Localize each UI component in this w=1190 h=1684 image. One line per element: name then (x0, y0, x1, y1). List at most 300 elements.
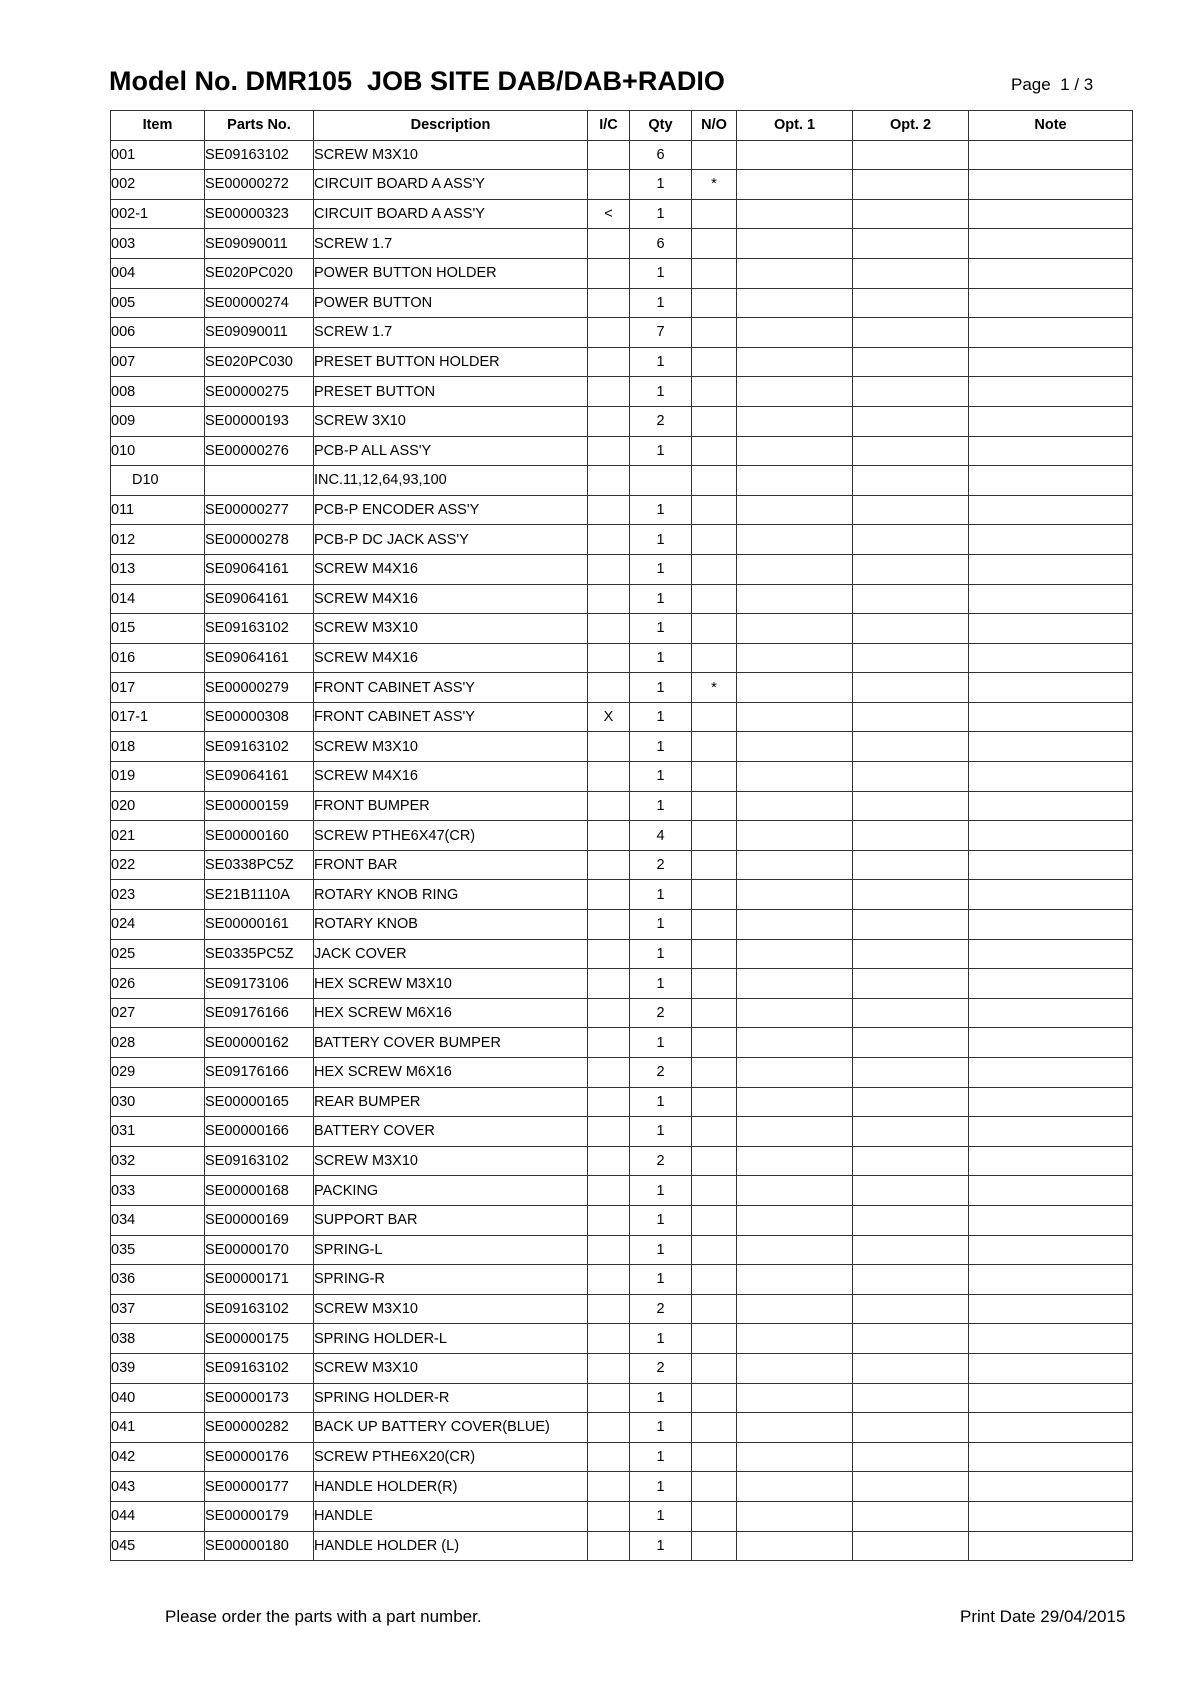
cell-description: SPRING-R (314, 1265, 588, 1295)
cell-note (969, 318, 1133, 348)
cell-item: 031 (111, 1117, 205, 1147)
cell-opt2 (853, 466, 969, 496)
cell-opt1 (737, 910, 853, 940)
cell-ic (588, 1294, 630, 1324)
table-row (111, 140, 1133, 170)
cell-parts-no: SE00000272 (205, 170, 314, 200)
cell-opt1 (737, 288, 853, 318)
cell-note (969, 1324, 1133, 1354)
cell-opt2 (853, 1117, 969, 1147)
cell-note (969, 466, 1133, 496)
cell-description: BATTERY COVER (314, 1117, 588, 1147)
cell-parts-no: SE00000177 (205, 1472, 314, 1502)
cell-description: SCREW M3X10 (314, 614, 588, 644)
cell-no (692, 199, 737, 229)
cell-note (969, 584, 1133, 614)
cell-opt1 (737, 969, 853, 999)
cell-note (969, 170, 1133, 200)
cell-item: 028 (111, 1028, 205, 1058)
cell-qty: 1 (630, 170, 692, 200)
cell-note (969, 1294, 1133, 1324)
cell-parts-no: SE00000162 (205, 1028, 314, 1058)
cell-no (692, 525, 737, 555)
cell-qty: 6 (630, 140, 692, 170)
cell-qty: 2 (630, 850, 692, 880)
cell-description: PRESET BUTTON (314, 377, 588, 407)
cell-ic (588, 584, 630, 614)
cell-note (969, 377, 1133, 407)
cell-no (692, 1176, 737, 1206)
cell-note (969, 347, 1133, 377)
cell-note (969, 1117, 1133, 1147)
cell-description: SCREW M3X10 (314, 732, 588, 762)
cell-item: 008 (111, 377, 205, 407)
cell-item: 013 (111, 554, 205, 584)
table-row (111, 1117, 1133, 1147)
cell-opt2 (853, 998, 969, 1028)
cell-ic (588, 821, 630, 851)
cell-item: 021 (111, 821, 205, 851)
cell-opt1 (737, 140, 853, 170)
cell-item: 039 (111, 1353, 205, 1383)
cell-item: 014 (111, 584, 205, 614)
cell-ic (588, 258, 630, 288)
cell-no (692, 406, 737, 436)
cell-note (969, 910, 1133, 940)
cell-opt1 (737, 1531, 853, 1561)
cell-opt1 (737, 347, 853, 377)
cell-parts-no: SE00000173 (205, 1383, 314, 1413)
cell-opt2 (853, 821, 969, 851)
cell-no: * (692, 673, 737, 703)
cell-item: 006 (111, 318, 205, 348)
cell-note (969, 1087, 1133, 1117)
cell-opt1 (737, 850, 853, 880)
cell-qty: 4 (630, 821, 692, 851)
cell-item: 016 (111, 643, 205, 673)
cell-parts-no: SE09064161 (205, 554, 314, 584)
cell-item: 004 (111, 258, 205, 288)
cell-item: 029 (111, 1058, 205, 1088)
cell-opt1 (737, 1028, 853, 1058)
cell-description: SCREW M3X10 (314, 1353, 588, 1383)
cell-item: 019 (111, 762, 205, 792)
cell-parts-no: SE09163102 (205, 1294, 314, 1324)
cell-parts-no: SE00000274 (205, 288, 314, 318)
cell-item: 036 (111, 1265, 205, 1295)
table-row (111, 732, 1133, 762)
cell-qty: 2 (630, 1294, 692, 1324)
cell-opt2 (853, 939, 969, 969)
cell-opt2 (853, 1294, 969, 1324)
cell-parts-no: SE09064161 (205, 643, 314, 673)
cell-note (969, 1205, 1133, 1235)
table-row (111, 614, 1133, 644)
page-title: Model No. DMR105 JOB SITE DAB/DAB+RADIO (109, 66, 725, 96)
cell-no (692, 229, 737, 259)
cell-description: BACK UP BATTERY COVER(BLUE) (314, 1413, 588, 1443)
cell-qty: 1 (630, 525, 692, 555)
cell-no (692, 1294, 737, 1324)
cell-opt2 (853, 1146, 969, 1176)
cell-qty: 1 (630, 673, 692, 703)
cell-item: 025 (111, 939, 205, 969)
table-row (111, 1324, 1133, 1354)
cell-ic (588, 466, 630, 496)
cell-no (692, 288, 737, 318)
cell-ic (588, 998, 630, 1028)
column-header-description: Description (314, 111, 588, 141)
cell-ic (588, 910, 630, 940)
table-row (111, 1176, 1133, 1206)
cell-opt2 (853, 495, 969, 525)
cell-note (969, 821, 1133, 851)
cell-opt1 (737, 702, 853, 732)
cell-note (969, 229, 1133, 259)
cell-qty: 1 (630, 643, 692, 673)
cell-opt2 (853, 436, 969, 466)
cell-item: 026 (111, 969, 205, 999)
cell-no (692, 436, 737, 466)
cell-qty: 1 (630, 554, 692, 584)
cell-opt2 (853, 406, 969, 436)
cell-description: BATTERY COVER BUMPER (314, 1028, 588, 1058)
cell-qty: 1 (630, 880, 692, 910)
cell-opt2 (853, 1028, 969, 1058)
cell-no (692, 554, 737, 584)
cell-description: SCREW M4X16 (314, 643, 588, 673)
cell-note (969, 554, 1133, 584)
cell-no (692, 614, 737, 644)
cell-note (969, 525, 1133, 555)
cell-qty: 1 (630, 288, 692, 318)
cell-description: HEX SCREW M6X16 (314, 1058, 588, 1088)
cell-item: D10 (111, 466, 205, 496)
cell-note (969, 732, 1133, 762)
cell-qty: 1 (630, 436, 692, 466)
cell-parts-no: SE09163102 (205, 1353, 314, 1383)
cell-opt2 (853, 199, 969, 229)
cell-opt2 (853, 673, 969, 703)
cell-description: SCREW M3X10 (314, 1294, 588, 1324)
cell-item: 038 (111, 1324, 205, 1354)
cell-note (969, 436, 1133, 466)
cell-parts-no: SE00000169 (205, 1205, 314, 1235)
cell-parts-no: SE00000275 (205, 377, 314, 407)
cell-note (969, 1442, 1133, 1472)
cell-no (692, 1235, 737, 1265)
cell-note (969, 998, 1133, 1028)
cell-description: FRONT BUMPER (314, 791, 588, 821)
cell-description: POWER BUTTON (314, 288, 588, 318)
cell-ic (588, 170, 630, 200)
cell-ic (588, 614, 630, 644)
cell-qty: 7 (630, 318, 692, 348)
cell-description: HANDLE HOLDER(R) (314, 1472, 588, 1502)
table-row (111, 406, 1133, 436)
cell-item: 007 (111, 347, 205, 377)
cell-no (692, 1117, 737, 1147)
cell-opt1 (737, 1087, 853, 1117)
cell-no (692, 1353, 737, 1383)
cell-note (969, 614, 1133, 644)
cell-description: SCREW 1.7 (314, 229, 588, 259)
cell-opt2 (853, 377, 969, 407)
cell-parts-no: SE09176166 (205, 998, 314, 1028)
column-header-qty: Qty (630, 111, 692, 141)
table-row (111, 466, 1133, 496)
cell-description: PACKING (314, 1176, 588, 1206)
cell-no (692, 584, 737, 614)
column-header-opt1: Opt. 1 (737, 111, 853, 141)
table-row (111, 821, 1133, 851)
cell-parts-no: SE00000166 (205, 1117, 314, 1147)
cell-description: SCREW M3X10 (314, 140, 588, 170)
cell-item: 010 (111, 436, 205, 466)
cell-parts-no: SE00000279 (205, 673, 314, 703)
cell-parts-no: SE09163102 (205, 1146, 314, 1176)
order-note: Please order the parts with a part number. (165, 1607, 482, 1626)
cell-parts-no: SE00000282 (205, 1413, 314, 1443)
cell-description: HANDLE (314, 1501, 588, 1531)
cell-opt2 (853, 1324, 969, 1354)
cell-no (692, 880, 737, 910)
cell-item: 035 (111, 1235, 205, 1265)
cell-note (969, 1176, 1133, 1206)
cell-opt1 (737, 377, 853, 407)
table-row (111, 436, 1133, 466)
cell-qty: 1 (630, 1531, 692, 1561)
cell-description: FRONT CABINET ASS'Y (314, 673, 588, 703)
cell-description: FRONT BAR (314, 850, 588, 880)
cell-ic (588, 1442, 630, 1472)
cell-parts-no: SE09090011 (205, 318, 314, 348)
table-row (111, 1146, 1133, 1176)
table-row (111, 288, 1133, 318)
cell-ic (588, 1205, 630, 1235)
cell-opt1 (737, 643, 853, 673)
cell-item: 045 (111, 1531, 205, 1561)
cell-opt2 (853, 258, 969, 288)
table-row (111, 1501, 1133, 1531)
cell-parts-no: SE00000179 (205, 1501, 314, 1531)
cell-opt1 (737, 1176, 853, 1206)
cell-ic (588, 436, 630, 466)
cell-ic (588, 495, 630, 525)
cell-description: SCREW PTHE6X20(CR) (314, 1442, 588, 1472)
cell-opt2 (853, 1265, 969, 1295)
cell-ic (588, 1472, 630, 1502)
cell-no (692, 1501, 737, 1531)
cell-item: 018 (111, 732, 205, 762)
cell-description: HANDLE HOLDER (L) (314, 1531, 588, 1561)
cell-opt2 (853, 732, 969, 762)
cell-item: 032 (111, 1146, 205, 1176)
cell-qty: 1 (630, 1324, 692, 1354)
cell-ic (588, 732, 630, 762)
cell-qty: 1 (630, 1383, 692, 1413)
cell-opt2 (853, 762, 969, 792)
cell-description: HEX SCREW M6X16 (314, 998, 588, 1028)
cell-ic (588, 1235, 630, 1265)
cell-ic (588, 880, 630, 910)
table-row (111, 969, 1133, 999)
cell-item: 001 (111, 140, 205, 170)
cell-opt2 (853, 584, 969, 614)
cell-parts-no: SE00000278 (205, 525, 314, 555)
cell-opt1 (737, 318, 853, 348)
cell-parts-no: SE09163102 (205, 732, 314, 762)
cell-no (692, 1442, 737, 1472)
cell-note (969, 850, 1133, 880)
cell-qty: 1 (630, 969, 692, 999)
cell-item: 044 (111, 1501, 205, 1531)
cell-ic: < (588, 199, 630, 229)
cell-parts-no: SE00000165 (205, 1087, 314, 1117)
cell-opt2 (853, 1501, 969, 1531)
cell-no (692, 347, 737, 377)
cell-description: HEX SCREW M3X10 (314, 969, 588, 999)
cell-no (692, 702, 737, 732)
cell-opt1 (737, 554, 853, 584)
page-number: Page 1 / 3 (1011, 75, 1094, 94)
cell-no (692, 969, 737, 999)
cell-opt1 (737, 614, 853, 644)
cell-ic (588, 1087, 630, 1117)
cell-item: 011 (111, 495, 205, 525)
cell-ic (588, 347, 630, 377)
cell-parts-no: SE21B1110A (205, 880, 314, 910)
cell-note (969, 1353, 1133, 1383)
cell-opt1 (737, 1442, 853, 1472)
cell-no (692, 821, 737, 851)
cell-item: 030 (111, 1087, 205, 1117)
table-row (111, 1472, 1133, 1502)
cell-parts-no (205, 466, 314, 496)
cell-description: PRESET BUTTON HOLDER (314, 347, 588, 377)
cell-description: SCREW 1.7 (314, 318, 588, 348)
cell-qty: 2 (630, 1353, 692, 1383)
print-date: Print Date 29/04/2015 (960, 1607, 1126, 1626)
cell-note (969, 1235, 1133, 1265)
cell-item: 005 (111, 288, 205, 318)
cell-parts-no: SE00000161 (205, 910, 314, 940)
cell-no (692, 850, 737, 880)
column-header-item: Item (111, 111, 205, 141)
cell-note (969, 1472, 1133, 1502)
cell-qty: 1 (630, 1265, 692, 1295)
cell-qty: 1 (630, 762, 692, 792)
cell-qty: 1 (630, 1501, 692, 1531)
cell-item: 027 (111, 998, 205, 1028)
cell-no (692, 643, 737, 673)
table-row (111, 229, 1133, 259)
cell-opt1 (737, 1235, 853, 1265)
cell-qty: 1 (630, 1472, 692, 1502)
cell-opt2 (853, 1472, 969, 1502)
table-row (111, 939, 1133, 969)
cell-no (692, 1058, 737, 1088)
cell-no (692, 140, 737, 170)
cell-ic (588, 140, 630, 170)
cell-ic (588, 288, 630, 318)
cell-item: 002-1 (111, 199, 205, 229)
cell-opt1 (737, 821, 853, 851)
cell-qty: 2 (630, 998, 692, 1028)
column-header-parts-no: Parts No. (205, 111, 314, 141)
cell-opt2 (853, 1058, 969, 1088)
cell-parts-no: SE00000180 (205, 1531, 314, 1561)
table-row (111, 1442, 1133, 1472)
cell-ic (588, 554, 630, 584)
cell-opt1 (737, 1265, 853, 1295)
cell-qty: 1 (630, 347, 692, 377)
cell-item: 034 (111, 1205, 205, 1235)
cell-description: PCB-P ENCODER ASS'Y (314, 495, 588, 525)
cell-opt1 (737, 762, 853, 792)
cell-item: 037 (111, 1294, 205, 1324)
cell-note (969, 939, 1133, 969)
cell-description: SUPPORT BAR (314, 1205, 588, 1235)
cell-qty: 1 (630, 495, 692, 525)
table-row (111, 495, 1133, 525)
cell-qty: 2 (630, 1058, 692, 1088)
cell-parts-no: SE00000193 (205, 406, 314, 436)
table-row (111, 1294, 1133, 1324)
table-row (111, 850, 1133, 880)
table-row (111, 525, 1133, 555)
cell-note (969, 1501, 1133, 1531)
cell-no (692, 762, 737, 792)
column-header-ic: I/C (588, 111, 630, 141)
cell-note (969, 1413, 1133, 1443)
cell-item: 023 (111, 880, 205, 910)
cell-ic (588, 1176, 630, 1206)
cell-parts-no: SE0335PC5Z (205, 939, 314, 969)
cell-opt1 (737, 258, 853, 288)
table-row (111, 998, 1133, 1028)
cell-description: SCREW PTHE6X47(CR) (314, 821, 588, 851)
cell-ic (588, 1324, 630, 1354)
cell-ic (588, 1117, 630, 1147)
cell-qty: 1 (630, 1205, 692, 1235)
cell-opt1 (737, 584, 853, 614)
cell-description: ROTARY KNOB (314, 910, 588, 940)
cell-note (969, 288, 1133, 318)
cell-qty: 2 (630, 406, 692, 436)
cell-opt1 (737, 1383, 853, 1413)
cell-opt2 (853, 969, 969, 999)
cell-opt1 (737, 998, 853, 1028)
cell-note (969, 406, 1133, 436)
cell-opt1 (737, 673, 853, 703)
cell-no (692, 998, 737, 1028)
cell-opt1 (737, 1294, 853, 1324)
cell-opt1 (737, 1205, 853, 1235)
cell-note (969, 969, 1133, 999)
cell-description: POWER BUTTON HOLDER (314, 258, 588, 288)
cell-no (692, 258, 737, 288)
cell-ic (588, 1146, 630, 1176)
cell-opt2 (853, 170, 969, 200)
cell-parts-no: SE020PC030 (205, 347, 314, 377)
cell-parts-no: SE00000159 (205, 791, 314, 821)
cell-opt2 (853, 1087, 969, 1117)
cell-no (692, 910, 737, 940)
cell-parts-no: SE09173106 (205, 969, 314, 999)
cell-description: SCREW M4X16 (314, 554, 588, 584)
cell-ic: X (588, 702, 630, 732)
